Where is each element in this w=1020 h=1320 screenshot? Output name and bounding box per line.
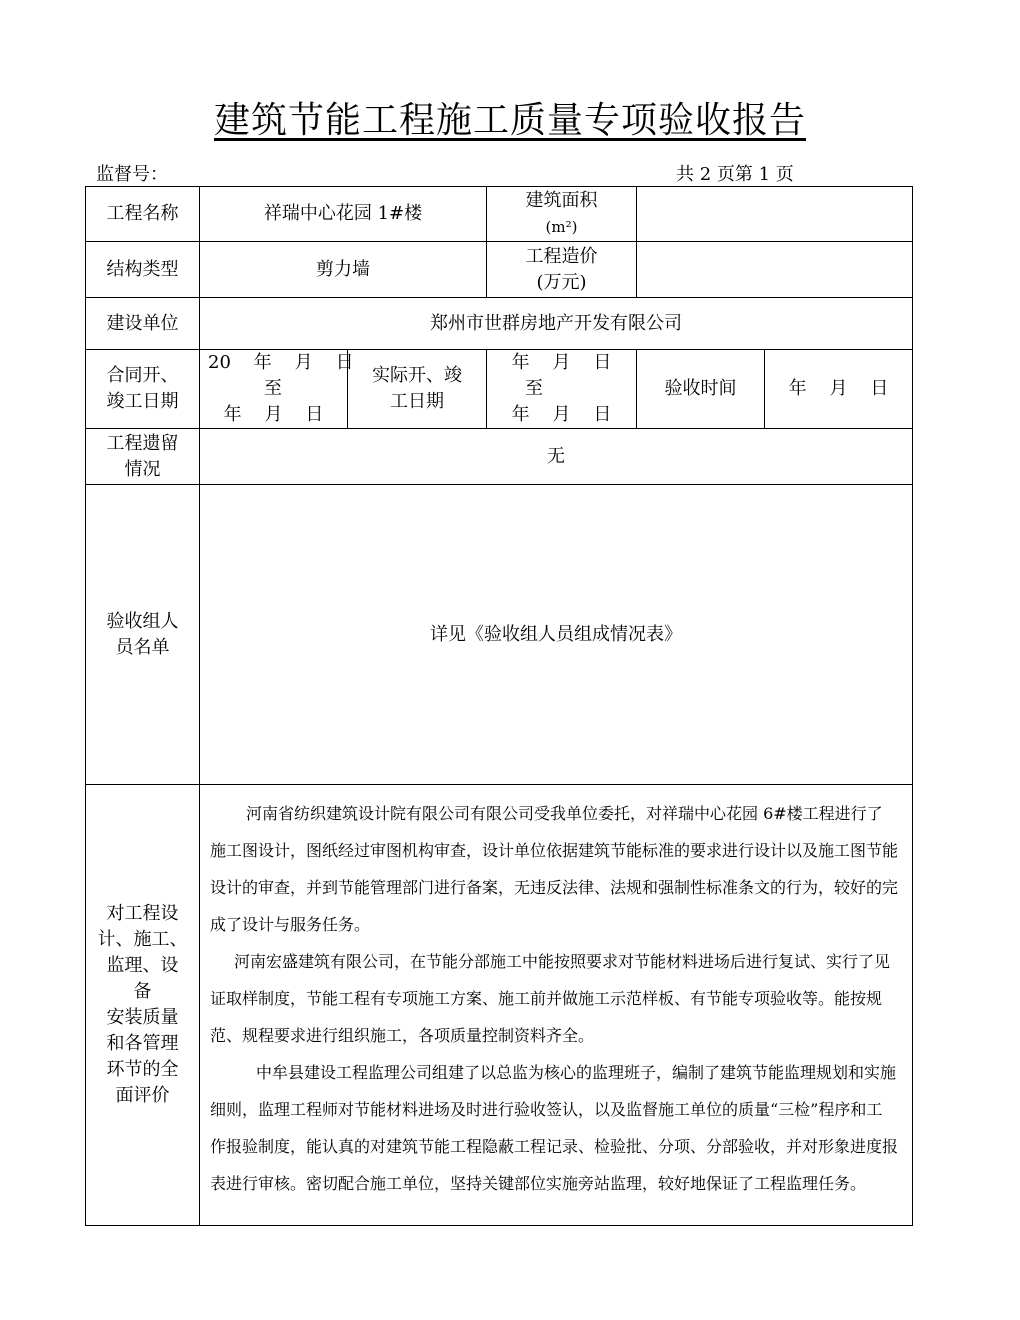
acceptance-time-value: 年 月 日 (765, 350, 913, 429)
project-cost-unit: (万元) (536, 271, 587, 293)
contract-dates-label-line1: 合同开、 (106, 365, 179, 386)
actual-dates-label (348, 350, 487, 429)
remaining-issues-label-line2: 情况 (124, 458, 161, 480)
row-structure-type (86, 242, 913, 298)
actual-start-date: 年 月 日 (511, 352, 612, 373)
evaluation-label-line: 和各管理 (106, 1033, 179, 1054)
project-name-value: 祥瑞中心花园 1#楼 (200, 187, 487, 242)
contract-dates-label (86, 350, 200, 429)
actual-dates-label-line1: 实际开、竣 (372, 365, 462, 386)
row-dates (86, 350, 913, 429)
evaluation-label-line: 面评价 (115, 1085, 170, 1106)
contract-start-date: 20 年 月 日 (208, 352, 354, 373)
contract-dates-value (200, 350, 354, 429)
evaluation-label-line: 计、施工、 (97, 929, 188, 950)
evaluation-label-line: 安装质量 (106, 1007, 179, 1028)
acceptance-form-table (85, 186, 913, 1226)
supervision-number-label: 监督号： (96, 164, 168, 185)
actual-end-date: 年 月 日 (511, 404, 612, 425)
remaining-issues-label-line1: 工程遗留 (106, 432, 179, 454)
building-area-unit: (m²) (545, 218, 578, 236)
structure-type-label: 结构类型 (86, 242, 200, 298)
evaluation-text (200, 785, 913, 1226)
acceptance-team-label (86, 485, 200, 785)
structure-type-value: 剪力墙 (200, 242, 487, 298)
remaining-issues-value: 无 (200, 429, 913, 485)
page-info: 共 2 页第 1 页 (676, 164, 794, 185)
row-project-name (86, 187, 913, 242)
row-developer (86, 298, 913, 350)
acceptance-team-label-line2: 员名单 (115, 636, 170, 658)
developer-value: 郑州市世群房地产开发有限公司 (200, 298, 913, 350)
evaluation-label-line: 对工程设 (106, 903, 179, 924)
project-cost-value (637, 242, 913, 298)
contract-dates-to: 至 (264, 378, 282, 399)
project-cost-label (487, 242, 637, 298)
row-remaining-issues (86, 429, 913, 485)
report-title: 建筑节能工程施工质量专项验收报告 (213, 100, 806, 141)
project-name-label: 工程名称 (86, 187, 200, 242)
actual-dates-value (487, 350, 637, 429)
building-area-label (487, 187, 637, 242)
contract-end-date: 年 月 日 (223, 404, 324, 425)
row-evaluation (86, 785, 913, 1226)
acceptance-team-value: 详见《验收组人员组成情况表》 (200, 485, 913, 785)
evaluation-paragraph-design: 河南省纺织建筑设计院有限公司有限公司受我单位委托，对祥瑞中心花园 6#楼工程进行了施工图设计，图纸经过审图机构审查，设计单位依据建筑节能标准的要求进行设计以及施工图节能设计的审查，并到节能管理部门进行备案，无违反法律、法规和强制性标准条文的行为，较好的完成了设计与服务任务。 (210, 804, 899, 934)
remaining-issues-label (86, 429, 200, 485)
project-cost-label-text: 工程造价 (525, 245, 598, 267)
building-area-label-text: 建筑面积 (525, 190, 598, 211)
evaluation-label (86, 785, 200, 1226)
actual-dates-label-line2: 工日期 (390, 391, 444, 412)
row-acceptance-team (86, 485, 913, 785)
building-area-value (637, 187, 913, 242)
evaluation-paragraph-supervision: 中牟县建设工程监理公司组建了以总监为核心的监理班子，编制了建筑节能监理规划和实施细则，监理工程师对节能材料进场及时进行验收签认，以及监督施工单位的质量“三检”程序和工作报验制度，能认真的对建筑节能工程隐蔽工程记录、检验批、分项、分部验收，并对形象进度报表进行审核。密切配合施工单位，坚持关键部位实施旁站监理，较好地保证了工程监理任务。 (210, 1063, 899, 1193)
evaluation-label-line: 环节的全 (106, 1059, 179, 1080)
evaluation-label-line: 监理、设 (106, 955, 179, 976)
acceptance-team-label-line1: 验收组人 (106, 610, 179, 632)
developer-label: 建设单位 (86, 298, 200, 350)
actual-dates-to: 至 (525, 378, 544, 399)
acceptance-time-label: 验收时间 (637, 350, 765, 429)
contract-dates-label-line2: 竣工日期 (106, 391, 179, 412)
evaluation-paragraph-construction: 河南宏盛建筑有限公司，在节能分部施工中能按照要求对节能材料进场后进行复试、实行了见证取样制度，节能工程有专项施工方案、施工前并做施工示范样板、有节能专项验收等。能按规范、规程要求进行组织施工，各项质量控制资料齐全。 (210, 952, 891, 1045)
evaluation-label-line: 备 (133, 981, 152, 1002)
